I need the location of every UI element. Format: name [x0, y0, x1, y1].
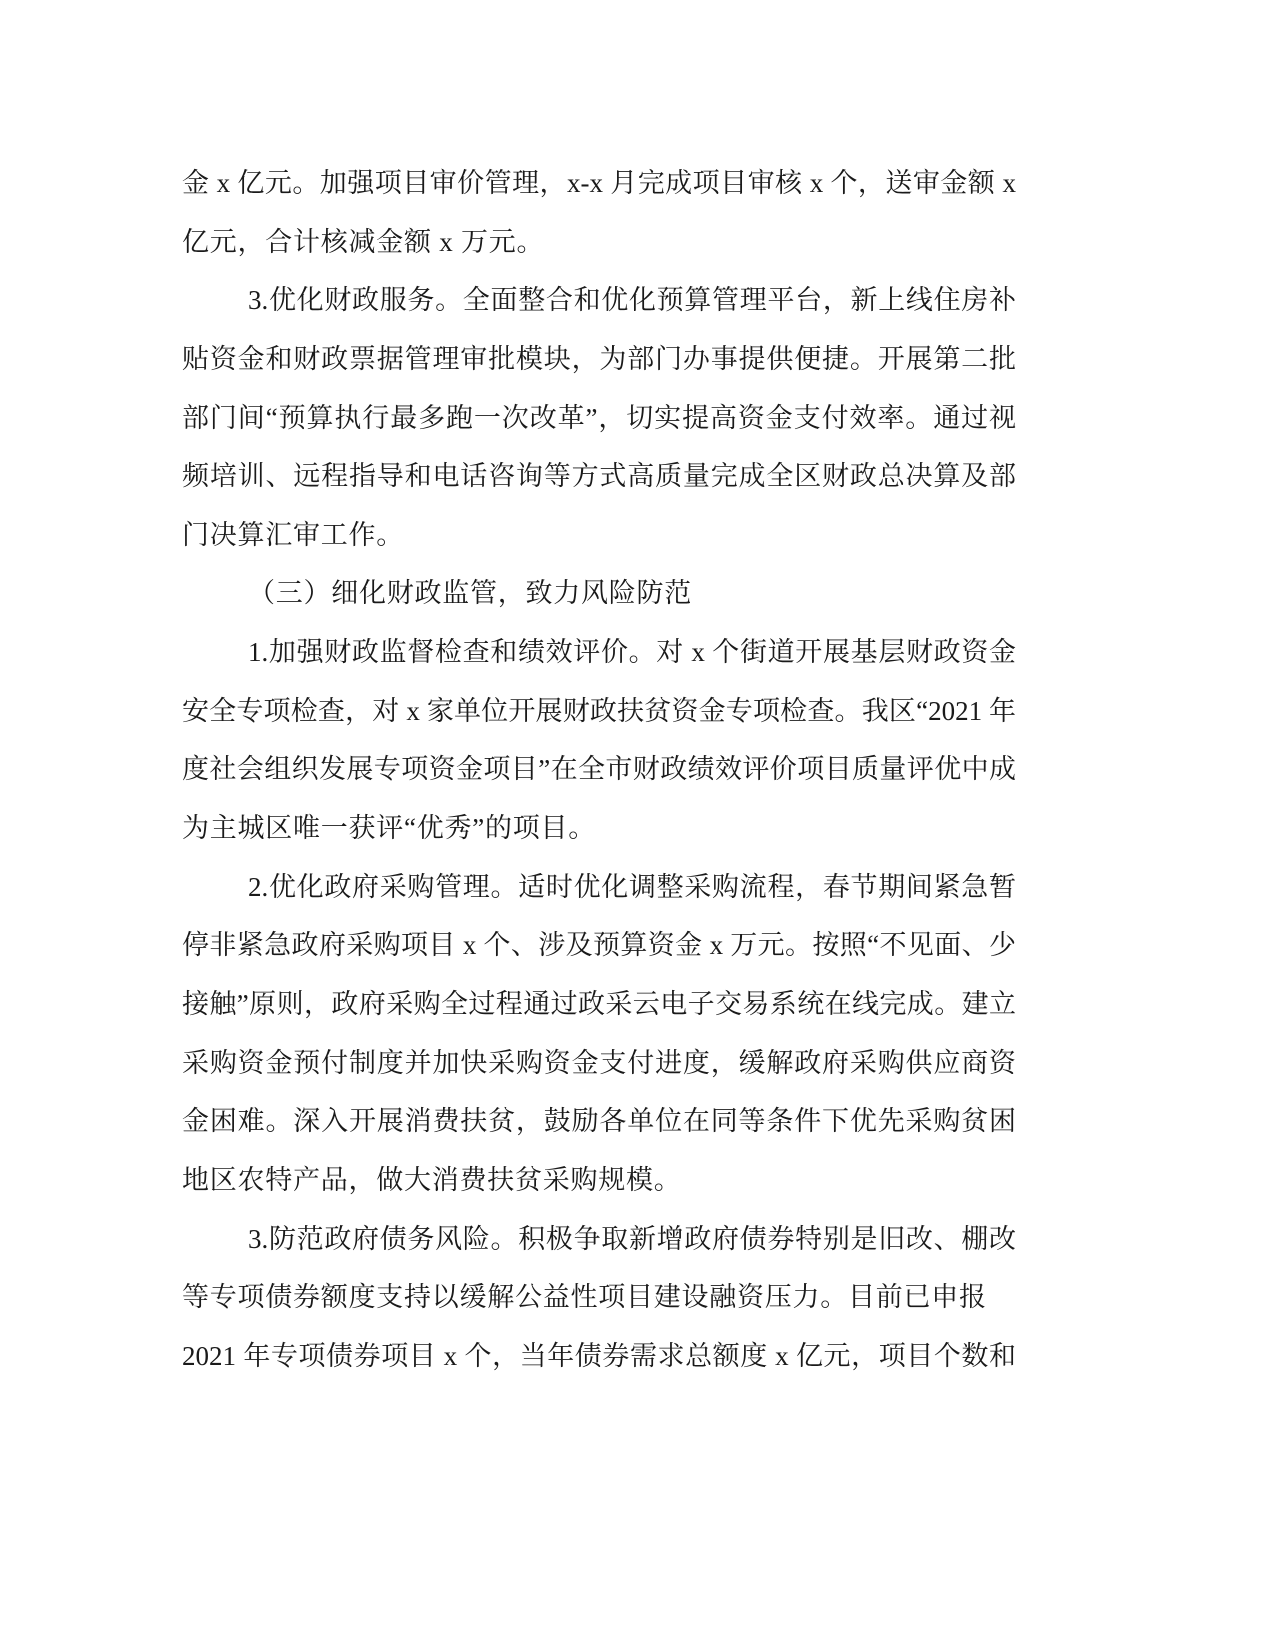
paragraph-government-procurement — [182, 858, 1016, 1210]
text-line: 接触”原则，政府采购全过程通过政采云电子交易系统在线完成。建立 — [182, 988, 1016, 1019]
text-line: 3.防范政府债务风险。积极争取新增政府债券特别是旧改、棚改 — [248, 1223, 1016, 1254]
text-line: 金 x 亿元。加强项目审价管理，x-x 月完成项目审核 x 个，送审金额 x — [182, 168, 1016, 198]
text-line: 停非紧急政府采购项目 x 个、涉及预算资金 x 万元。按照“不见面、少 — [182, 930, 1016, 961]
paragraph-supervision-evaluation — [182, 623, 1016, 858]
document-body — [182, 154, 1016, 1385]
section-heading — [182, 564, 1016, 623]
text-line: 安全专项检查，对 x 家单位开展财政扶贫资金专项检查。我区“2021 年 — [182, 695, 1016, 726]
text-line: 亿元，合计核减金额 x 万元。 — [182, 226, 545, 257]
paragraph-optimize-fiscal-service — [182, 271, 1016, 564]
text-line: 贴资金和财政票据管理审批模块，为部门办事提供便捷。开展第二批 — [182, 343, 1016, 374]
text-line: 度社会组织发展专项资金项目”在全市财政绩效评价项目质量评优中成 — [182, 754, 1016, 785]
text-line: 3.优化财政服务。全面整合和优化预算管理平台，新上线住房补 — [248, 285, 1016, 316]
paragraph-continuation — [182, 154, 1016, 271]
text-line: 部门间“预算执行最多跑一次改革”，切实提高资金支付效率。通过视 — [182, 402, 1016, 433]
paragraph-debt-risk — [182, 1210, 1016, 1386]
section-heading-text: （三）细化财政监管，致力风险防范 — [248, 578, 692, 609]
text-line: 为主城区唯一获评“优秀”的项目。 — [182, 813, 596, 844]
text-line: 1.加强财政监督检查和绩效评价。对 x 个街道开展基层财政资金 — [248, 637, 1016, 668]
text-line: 采购资金预付制度并加快采购资金支付进度，缓解政府采购供应商资 — [182, 1047, 1016, 1078]
text-line: 等专项债券额度支持以缓解公益性项目建设融资压力。目前已申报 — [182, 1282, 987, 1313]
text-line: 2.优化政府采购管理。适时优化调整采购流程，春节期间紧急暂 — [248, 871, 1016, 902]
text-line: 频培训、远程指导和电话咨询等方式高质量完成全区财政总决算及部 — [182, 461, 1016, 492]
text-line: 2021 年专项债券项目 x 个，当年债券需求总额度 x 亿元，项目个数和 — [182, 1340, 1016, 1371]
text-line: 金困难。深入开展消费扶贫，鼓励各单位在同等条件下优先采购贫困 — [182, 1106, 1016, 1137]
text-line: 地区农特产品，做大消费扶贫采购规模。 — [182, 1164, 682, 1195]
text-line: 门决算汇审工作。 — [182, 519, 404, 550]
